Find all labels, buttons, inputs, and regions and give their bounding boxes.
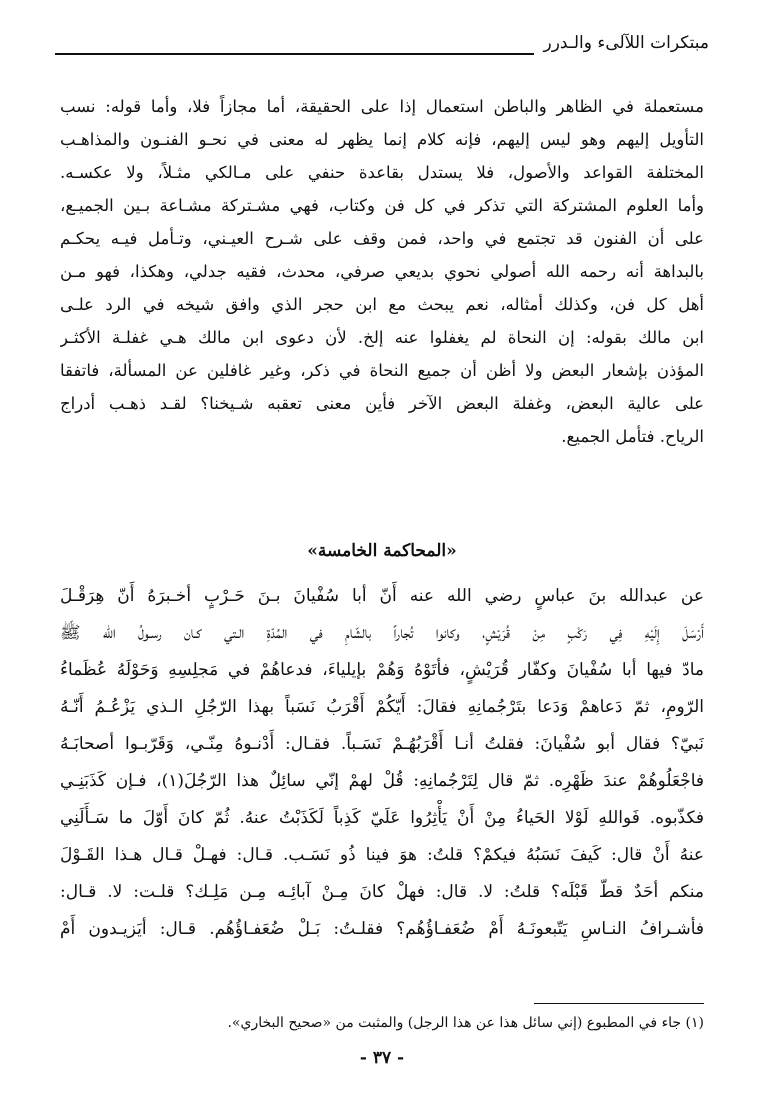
page-number: - ٣٧ - <box>359 1048 405 1068</box>
text-line: بالبداهة أنه رحمه الله أصولي نحوي بديعي صرفي، محدث، فقيه جدلي، وهكذا، فهو مـن <box>60 262 704 281</box>
header-title: مبتكرات اللآلىء والـدرر <box>543 33 709 53</box>
text-line: الرياح. فتأمل الجميع. <box>561 427 704 446</box>
footnote-rule <box>534 1003 704 1004</box>
paragraph-commentary <box>60 90 704 453</box>
text-line: عن عبدالله بنَ عباسٍ رضي الله عنه أَنّ أبا سُفْيانَ بـنَ حَـرْبٍ أخـبرَهُ أَنّ هِرَقْـلَ <box>60 586 704 606</box>
text-line: أَرْسَلَ إِلَيْهِ فِي رَكْبٍ مِنْ قُرَيْشٍ، وكانوا تُجاراً بالشّامِ في المُدّةِ الـتي كـان رسـولُ الله ﷺ <box>60 623 704 643</box>
text-line: المؤذن بإشعار البعض ولا أظن أن جميع النحاة في ذكر، وغير غافلين عن المسألة، فاتفقا <box>60 361 704 380</box>
text-line: فأشـرافُ النـاسِ يَتّبعونَـهُ أَمْ ضُعَفـاؤُهُم؟ فقلـتُ: بَـلْ ضُعَفـاؤُهُم. قـال: أيَزيـدون أَمْ <box>60 919 704 939</box>
text-line: فكذّبوه. فَواللهِ لَوْلا الحَياءُ مِنْ أَنْ يَأْثِرُوا عَلَيّ كَذِباً لَكَذَبْتُ عنهُ. ثُمّ كانَ أَوّلَ ما سَـأَلَنِي <box>60 808 704 828</box>
header-rule <box>55 53 534 55</box>
text-line: عنهُ أَنْ قال: كَيفَ نَسَبُهُ فيكمْ؟ قلتُ: هوَ فينا ذُو نَسَـب. قـال: فهـلْ قـال هـذا القَـوْلَ <box>60 845 704 865</box>
text-line: مستعملة في الظاهر والباطن استعمال إذا على الحقيقة، أما مجازاً فلا، وأما قوله: نسب <box>60 97 704 116</box>
text-line: الرّومِ، ثمّ دَعاهمْ وَدَعا بتَرْجُمانِهِ فقالَ: أَيّكُمْ أَقْرَبُ نَسَباً بهذا الرّجُلِ الـذي يَزْعُـمُ أَنّـهُ <box>60 697 704 717</box>
section-title: «المحاكمة الخامسة» <box>307 541 457 561</box>
text-line: التأويل إليهم وهو ليس إليهم، فإنه كلام إنما يظهر له معنى في نحـو الفنـون والمذاهـب <box>60 130 704 149</box>
text-line: على عالية البعض، وغفلة البعض الآخر فأين معنى تعقبه شـيخنا؟ لقـد ذهـب أدراج <box>60 394 704 413</box>
text-line: المختلفة القواعد والأصول، فلا يستدل بقاعدة حنفي على مـالكي مثـلاً، ولا عكسـه. <box>60 163 704 182</box>
text-line: مادّ فيها أبا سُفْيانَ وكفّار قُرَيْشٍ، فأتَوْهُ وَهُمْ بإيلياءَ، فدعاهُمْ في مَجلِسِهِ وَحَوْلَهُ عُظَماءُ <box>60 660 704 680</box>
paragraph-hadith <box>60 578 704 948</box>
footnote: (١) جاء في المطبوع (إني سائل هذا عن هذا الرجل) والمثبت من «صحيح البخاري». <box>227 1015 704 1031</box>
text-line: ابن مالك بقوله: إن النحاة لم يغفلوا عنه إلخ. لأن دعوى ابن مالك هـي غفلـة الأكثـر <box>60 328 704 347</box>
text-line: نَبيّ؟ فقال أبو سُفْيانَ: فقلتُ أنـا أَقْرَبُهُـمْ نَسَـباً. فقـال: أَدْنـوهُ مِنّـي، وَقَرّبـوا أصحابَـهُ <box>60 734 704 754</box>
text-line: وأما العلوم المشتركة التي تذكر في كل فن وكتاب، فهي مشـتركة مشـاعة بـين الجميـع، <box>60 196 704 215</box>
text-line: منكم أحَدٌ قطّ قَبْلَه؟ قلتُ: لا. قال: فهلْ كانَ مِـنْ آبائِـه مِـن مَلِـك؟ قلـت: لا. قـال: <box>60 882 704 902</box>
text-line: على أن الفنون قد تجتمع في واحد، فمن وقف على شـرح العيـني، وتـأمل فيـه يحكـم <box>60 229 704 248</box>
text-line: أهل كل فن، وكذلك أمثاله، نعم يبحث مع ابن حجر الذي وافق شيخه في الرد علـى <box>60 295 704 314</box>
running-header <box>55 30 709 56</box>
text-line: فاجْعَلُوهُمْ عندَ ظَهْرِه. ثمّ قال لِتَرْجُمانِهِ: قُلْ لهمْ إنّي سائِلٌ هذا الرّجُلَ(١)، فـإن كَذَبَنِـي <box>60 771 704 791</box>
